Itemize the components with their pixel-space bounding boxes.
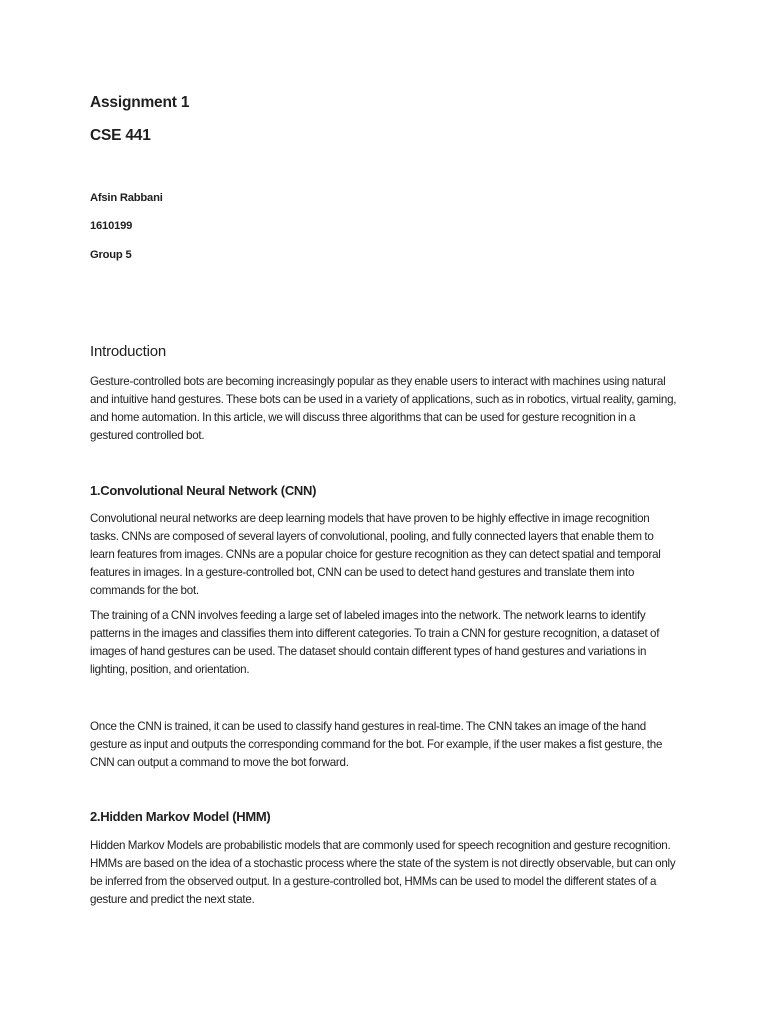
course-code: CSE 441 <box>90 127 151 144</box>
introduction-heading: Introduction <box>90 343 166 360</box>
cnn-paragraph-1: Convolutional neural networks are deep learning models that have proven to be highly effective in image recognition tasks. CNNs are composed of several layers of convolutional, pooling, and fully connected layers that enable them to learn features from images. CNNs are a popular choice for gesture recognition as they can detect spatial and temporal features in images. In a gesture-controlled bot, CNN can be used to detect hand gestures and translate them into commands for the bot. <box>90 512 661 598</box>
author-name: Afsin Rabbani <box>90 192 163 204</box>
cnn-paragraph-3: Once the CNN is trained, it can be used to classify hand gestures in real-time. The CNN takes an image of the hand gesture as input and outputs the corresponding command for the bot. For example, if the user makes a fist gesture, the CNN can output a command to move the bot forward. <box>90 720 663 770</box>
hmm-heading: 2.Hidden Markov Model (HMM) <box>90 809 271 824</box>
hmm-paragraph-1: Hidden Markov Models are probabilistic models that are commonly used for speech recognition and gesture recognition. HMMs are based on the idea of a stochastic process where the state of the system is not directly observable, but can only be inferred from the observed output. In a gesture-controlled bot, HMMs can be used to model the different states of a gesture and predict the next state. <box>90 839 676 907</box>
assignment-title: Assignment 1 <box>90 94 190 111</box>
group-label: Group 5 <box>90 249 132 261</box>
student-id: 1610199 <box>90 220 133 232</box>
cnn-heading: 1.Convolutional Neural Network (CNN) <box>90 483 317 498</box>
introduction-paragraph: Gesture-controlled bots are becoming increasingly popular as they enable users to interact with machines using natural and intuitive hand gestures. These bots can be used in a variety of applications, such as in robotics, virtual reality, gaming, and home automation. In this article, we will discuss three algorithms that can be used for gesture recognition in a gestured controlled bot. <box>90 375 677 443</box>
cnn-paragraph-2: The training of a CNN involves feeding a large set of labeled images into the network. The network learns to identify patterns in the images and classifies them into different categories. To train a CNN for gesture recognition, a dataset of images of hand gestures can be used. The dataset should contain different types of hand gestures and variations in lighting, position, and orientation. <box>90 609 660 677</box>
